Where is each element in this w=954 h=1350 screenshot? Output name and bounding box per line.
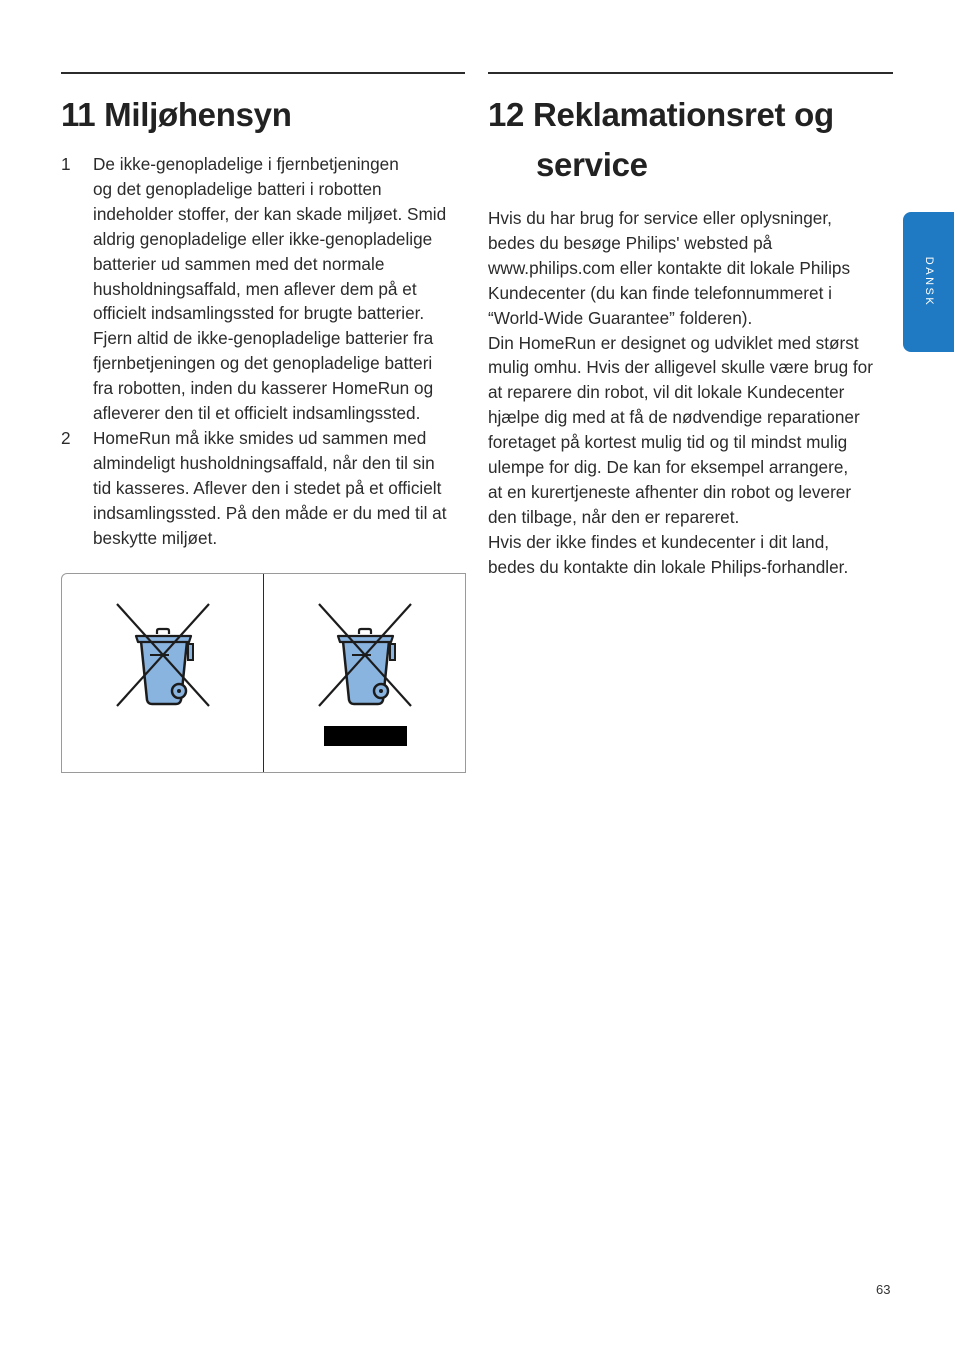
text-line: bedes du kontakte din lokale Philips-forhandler.	[488, 556, 849, 577]
text-line: HomeRun må ikke smides ud sammen med	[93, 427, 427, 448]
recycling-figure	[61, 573, 466, 773]
list-item-text	[93, 426, 466, 551]
section11-number: 11	[61, 96, 96, 133]
text-line: www.philips.com eller kontakte dit lokale Philips	[488, 257, 851, 278]
text-line: batterier ud sammen med det normale	[93, 253, 385, 274]
section12-column	[488, 90, 893, 580]
text-line: aldrig genopladelige eller ikke-genopladelige	[93, 228, 433, 249]
text-line: almindeligt husholdningsaffald, når den til sin	[93, 452, 435, 473]
black-bar	[324, 726, 407, 746]
list-item-number: 2	[61, 427, 71, 448]
text-line: Kundecenter (du kan finde telefonnummeret i	[488, 282, 832, 303]
text-line: at reparere din robot, vil dit lokale Kundecenter	[488, 382, 845, 403]
figure-divider	[263, 574, 264, 772]
section11-list	[61, 152, 466, 551]
section11-top-rule	[61, 72, 465, 74]
section12-title-line1: Reklamationsret og	[532, 96, 834, 133]
page-number: 63	[876, 1282, 891, 1297]
section11-heading	[61, 90, 466, 140]
section12-top-rule	[488, 72, 893, 74]
list-item	[61, 426, 466, 551]
section12-heading	[488, 90, 893, 190]
language-tab	[903, 212, 954, 352]
text-line: Hvis du har brug for service eller oplysninger,	[488, 208, 832, 228]
text-line: og det genopladelige batteri i robotten	[93, 178, 382, 199]
text-line: fra robotten, inden du kasserer HomeRun og	[93, 378, 434, 399]
text-line: “World-Wide Guarantee” folderen).	[488, 307, 753, 328]
text-line: hjælpe dig med at få de nødvendige reparationer	[488, 407, 860, 428]
text-line: De ikke-genopladelige i fjernbetjeningen	[93, 154, 399, 174]
text-line: fjernbetjeningen og det genopladelige batteri	[93, 353, 433, 374]
text-line: foretaget på kortest mulig tid og til mindst mulig	[488, 432, 848, 453]
text-line: tid kasseres. Aflever den i stedet på et officielt	[93, 477, 442, 498]
text-line: Din HomeRun er designet og udviklet med størst	[488, 332, 859, 353]
text-line: at en kurertjeneste afhenter din robot og leverer	[488, 481, 852, 502]
language-tab-label: DANSK	[922, 256, 935, 308]
text-line: mulig omhu. Hvis der alligevel skulle være brug for	[488, 357, 873, 378]
text-line: indeholder stoffer, der kan skade miljøet. Smid	[93, 203, 447, 224]
text-line: beskytte miljøet.	[93, 527, 218, 548]
section11-column	[61, 90, 466, 551]
crossed-out-wheelie-bin-icon	[114, 600, 212, 710]
section11-title: Miljøhensyn	[104, 96, 292, 133]
text-line: husholdningsaffald, men aflever dem på et	[93, 278, 417, 299]
section12-title-line2: service	[536, 146, 648, 183]
list-item	[61, 152, 466, 426]
text-line: indsamlingssted. På den måde er du med til at	[93, 502, 447, 523]
text-line: bedes du besøge Philips' websted på	[488, 232, 773, 253]
text-line: ulempe for dig. De kan for eksempel arrangere,	[488, 457, 849, 478]
crossed-out-wheelie-bin-with-bar-icon	[316, 600, 414, 710]
list-item-number: 1	[61, 154, 71, 174]
text-line: Fjern altid de ikke-genopladelige batterier fra	[93, 328, 434, 349]
text-line: den tilbage, når den er repareret.	[488, 506, 740, 527]
text-line: Hvis der ikke findes et kundecenter i dit land,	[488, 531, 830, 552]
section12-number: 12	[488, 96, 525, 133]
text-line: afleverer den til et officielt indsamlingssted.	[93, 403, 421, 424]
list-item-text	[93, 152, 466, 426]
text-line: officielt indsamlingssted for brugte batterier.	[93, 303, 425, 324]
section12-body	[488, 206, 893, 580]
